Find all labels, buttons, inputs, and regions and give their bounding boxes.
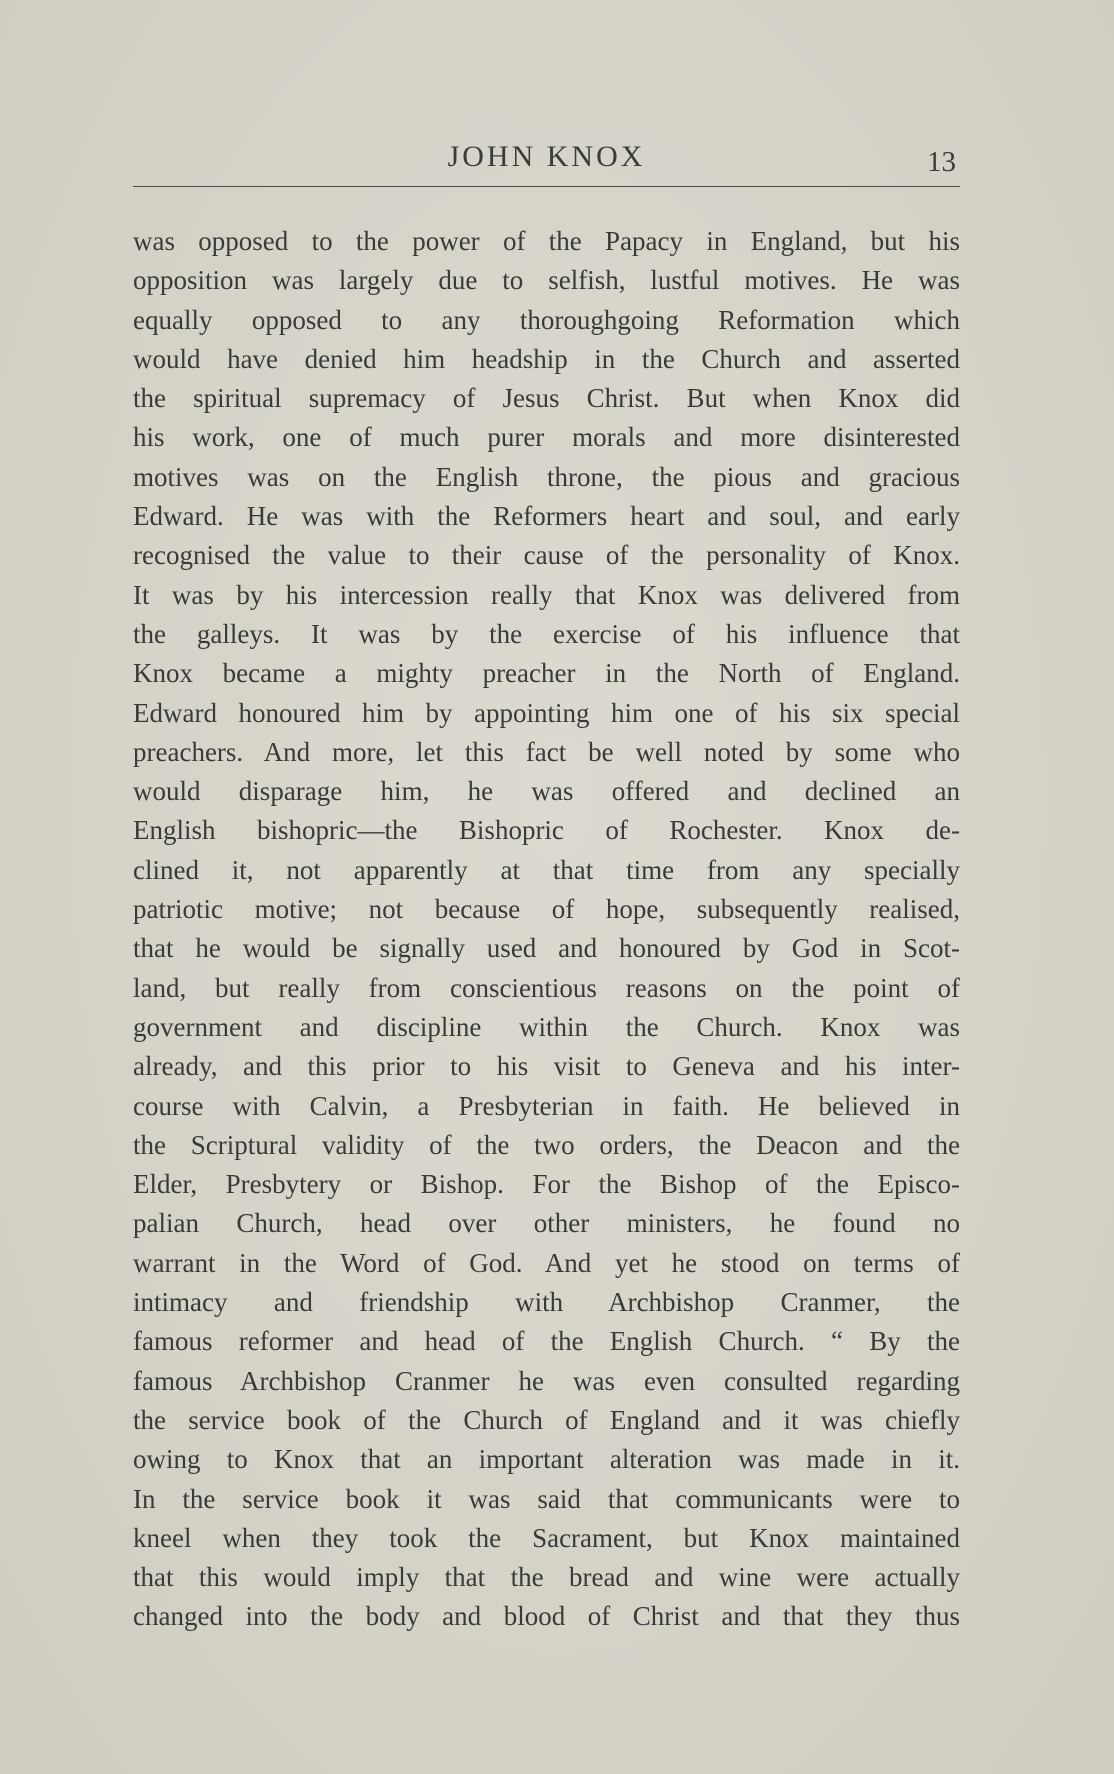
- text-line: that he would be signally used and honoured by God in Scot-: [133, 933, 960, 964]
- text-line: the Scriptural validity of the two orders, the Deacon and the: [133, 1129, 960, 1160]
- header-rule: [133, 186, 960, 187]
- text-line: opposition was largely due to selfish, lustful motives. He was: [133, 265, 960, 296]
- text-line: land, but really from conscientious reasons on the point of: [133, 972, 960, 1003]
- text-line: clined it, not apparently at that time from any specially: [133, 854, 960, 885]
- text-line: recognised the value to their cause of the personality of Knox.: [133, 540, 960, 571]
- text-line: warrant in the Word of God. And yet he stood on terms of: [133, 1247, 960, 1278]
- text-line: kneel when they took the Sacrament, but Knox maintained: [133, 1522, 960, 1553]
- text-line: intimacy and friendship with Archbishop Cranmer, the: [133, 1287, 960, 1318]
- text-line: English bishopric—the Bishopric of Rochester. Knox de-: [133, 815, 960, 846]
- body-text: [133, 222, 960, 1637]
- page-header: [133, 140, 960, 188]
- running-title: JOHN KNOX: [447, 140, 646, 173]
- text-line: patriotic motive; not because of hope, subsequently realised,: [133, 894, 960, 925]
- text-line: equally opposed to any thoroughgoing Reformation which: [133, 304, 960, 335]
- text-line: the galleys. It was by the exercise of his influence that: [133, 618, 960, 649]
- text-line: would disparage him, he was offered and declined an: [133, 776, 960, 807]
- text-line: palian Church, head over other ministers, he found no: [133, 1208, 960, 1239]
- page-number: 13: [927, 146, 956, 178]
- text-line: changed into the body and blood of Christ and that they thus: [133, 1601, 960, 1632]
- text-line: would have denied him headship in the Church and asserted: [133, 343, 960, 374]
- text-line: Edward. He was with the Reformers heart and soul, and early: [133, 501, 960, 532]
- text-line: his work, one of much purer morals and more disinterested: [133, 422, 960, 453]
- text-line: the spiritual supremacy of Jesus Christ. But when Knox did: [133, 383, 960, 414]
- text-line: preachers. And more, let this fact be well noted by some who: [133, 736, 960, 767]
- text-line: motives was on the English throne, the pious and gracious: [133, 461, 960, 492]
- text-line: Knox became a mighty preacher in the North of England.: [133, 658, 960, 689]
- text-line: course with Calvin, a Presbyterian in faith. He believed in: [133, 1090, 960, 1121]
- text-line: In the service book it was said that communicants were to: [133, 1483, 960, 1514]
- text-line: Edward honoured him by appointing him one of his six special: [133, 697, 960, 728]
- text-line: that this would imply that the bread and wine were actually: [133, 1562, 960, 1593]
- text-line: Elder, Presbytery or Bishop. For the Bishop of the Episco-: [133, 1169, 960, 1200]
- text-line: It was by his intercession really that Knox was delivered from: [133, 579, 960, 610]
- text-line: the service book of the Church of England and it was chiefly: [133, 1404, 960, 1435]
- text-line: was opposed to the power of the Papacy in England, but his: [133, 226, 960, 256]
- text-line: owing to Knox that an important alteration was made in it.: [133, 1444, 960, 1475]
- text-line: famous Archbishop Cranmer he was even consulted regarding: [133, 1365, 960, 1396]
- text-line: famous reformer and head of the English Church. “ By the: [133, 1326, 960, 1357]
- text-line: government and discipline within the Church. Knox was: [133, 1011, 960, 1042]
- text-line: already, and this prior to his visit to Geneva and his inter-: [133, 1051, 960, 1082]
